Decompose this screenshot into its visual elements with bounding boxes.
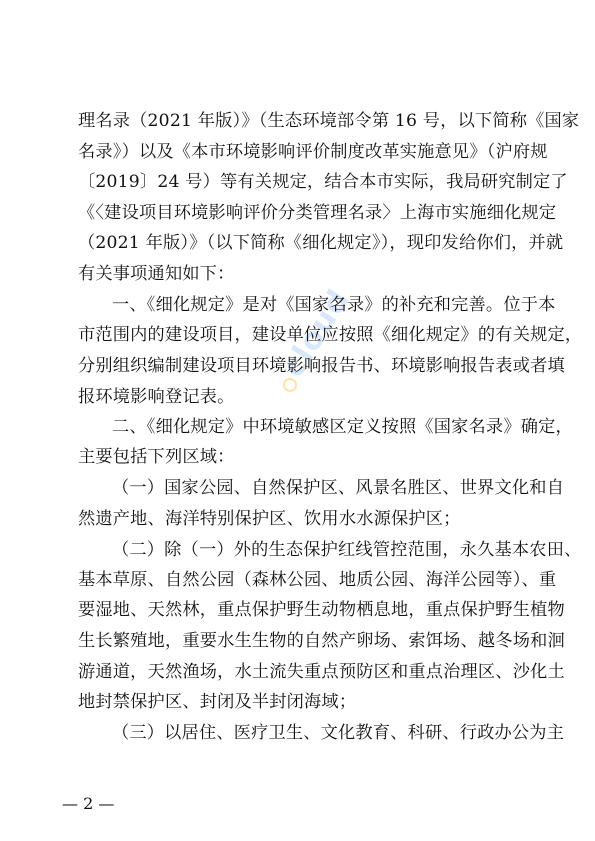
text-line: （一）国家公园、自然保护区、风景名胜区、世界文化和自 xyxy=(112,478,565,498)
text-line: 报环境影响登记表。 xyxy=(78,386,235,407)
text-line: 然遗产地、海洋特别保护区、饮用水水源保护区； xyxy=(78,508,461,529)
page-number: — 2 — xyxy=(62,794,115,813)
text-line: 〔2019〕24 号）等有关规定，结合本市实际，我局研究制定了 xyxy=(78,172,568,193)
text-line: 市范围内的建设项目，建设单位应按照《细化规定》的有关规定， xyxy=(78,325,583,346)
text-line: 要湿地、天然林，重点保护野生动物栖息地，重点保护野生植物 xyxy=(78,600,565,621)
text-line: 地封禁保护区、封闭及半封闭海域； xyxy=(78,692,357,713)
text-line: 有关事项通知如下： xyxy=(78,263,235,284)
text-line: （二）除（一）外的生态保护红线管控范围，永久基本农田、 xyxy=(112,539,582,560)
text-line: 生长繁殖地，重要水生生物的自然产卵场、索饵场、越冬场和洄 xyxy=(78,630,565,651)
text-line: 理名录（2021 年版）》（生态环境部令第 16 号，以下简称《国家 xyxy=(78,111,580,131)
watermark: cloud xyxy=(276,283,357,384)
text-line: 二、《细化规定》中环境敏感区定义按照《国家名录》确定， xyxy=(112,417,573,438)
text-line: 分别组织编制建设项目环境影响报告书、环境影响报告表或者填 xyxy=(78,356,565,376)
text-line: 《〈建设项目环境影响评价分类管理名录〉上海市实施细化规定 xyxy=(78,203,557,224)
text-line: 一、《细化规定》是对《国家名录》的补充和完善。位于本 xyxy=(112,294,556,315)
text-line: 游通道，天然渔场，水土流失重点预防区和重点治理区、沙化土 xyxy=(78,661,565,682)
text-line: 名录》）以及《本市环境影响评价制度改革实施意见》（沪府规 xyxy=(78,141,548,162)
text-line: 基本草原、自然公园（森林公园、地质公园、海洋公园等）、重 xyxy=(78,570,557,591)
text-line: 主要包括下列区域： xyxy=(78,447,235,468)
text-line: （2021 年版）》（以下简称《细化规定》），现印发给你们，并就 xyxy=(78,233,564,254)
text-line: （三）以居住、医疗卫生、文化教育、科研、行政办公为主 xyxy=(112,723,565,743)
